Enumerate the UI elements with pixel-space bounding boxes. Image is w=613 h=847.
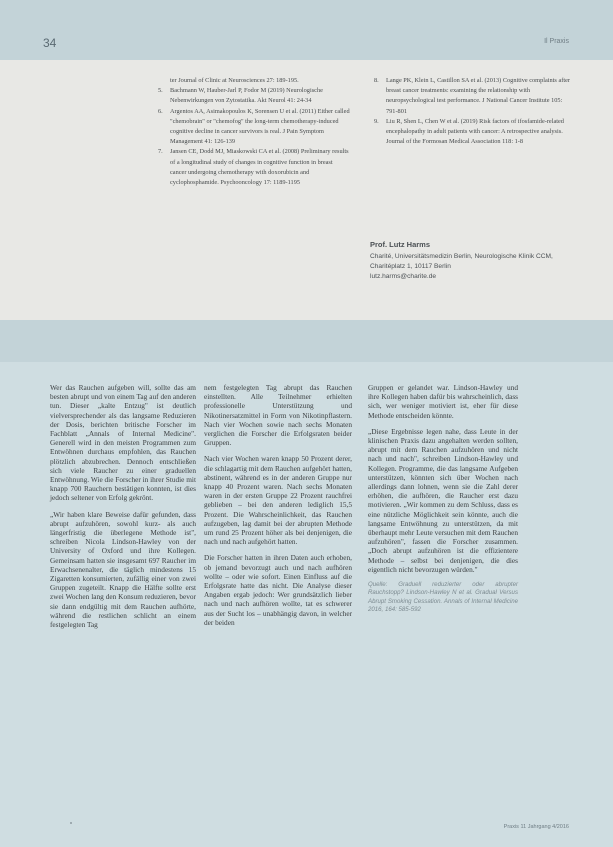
paragraph: Gruppen er gelandet war. Lindson-Hawley und ihre Kollegen haben dafür bis wahrscheinlich, dass sich, wer weniger motiviert ist, eher für diese Methode entscheiden könnte. (368, 383, 518, 420)
reference-text: Argentos AA, Asimakopoulos K, Sorensen U et al. (2011) Either called "chemobrain" or "chemofog" the long-term chemotherapy-induced cognitive decline in cancer survivors is real. J Pain Symptom Management 41: 126-139 (170, 107, 350, 146)
author-name: Prof. Lutz Harms (370, 240, 431, 249)
middle-color-band (0, 320, 613, 362)
references-left (158, 76, 350, 188)
page-number: 34 (43, 36, 57, 50)
reference-text: Liu R, Shen L, Chen W et al. (2019) Risk factors of ifosfamide-related encephalopathy in adult patients with cancer: A retrospective analysis. Journal of the Formosan Medical Association 118: 1-8 (386, 117, 564, 146)
author-email[interactable]: lutz.harms@charite.de (370, 273, 437, 280)
reference-item (158, 76, 350, 86)
paragraph: Nach vier Wochen waren knapp 50 Prozent derer, die schlagartig mit dem Rauchen aufgehört hatten, abstinent, während es in der anderen Gruppe nur knapp 40 Prozent waren. Nach sechs Monaten waren in der ersten Gruppe 22 Prozent rauchfrei geblieben – bei den anderen lediglich 15,5 Prozent. Die Wahrscheinlichkeit, das Rauchen aufzugeben, lag damit bei der abrupten Methode um rund 25 Prozent höher als bei denjenigen, die nach und nach aufgehört hatten. (204, 454, 352, 547)
source-caption: Quelle: Graduell reduzierter oder abrupter Rauchstopp? Lindson-Hawley N et al. Gradual Versus Abrupt Smoking Cessation. Annals of Internal Medicine 2016, 164: 585-592 (368, 581, 518, 613)
reference-item: 7. Jansen CE, Dodd MJ, Miaskowski CA et al. (2008) Preliminary results of a longitudinal study of changes in cognitive function in breast cancer undergoing chemotherapy with doxorubicin and cyclophosphamide. Psychooncology 17: 1189-1195 (158, 147, 350, 188)
reference-text: Bachmann W, Hauber-Jarl P, Fodor M (2019) Neurologische Nebenwirkungen von Zytostatika. Akt Neurol 41: 24-34 (170, 87, 323, 105)
journal-name: Il Praxis (544, 38, 569, 45)
article-column-3 (368, 383, 518, 614)
reference-item: 5. Bachmann W, Hauber-Jarl P, Fodor M (2019) Neurologische Nebenwirkungen von Zytostatika. Akt Neurol 41: 24-34 (158, 86, 350, 106)
reference-text: Jansen CE, Dodd MJ, Miaskowski CA et al. (2008) Preliminary results of a longitudinal study of changes in cognitive function in breast cancer undergoing chemotherapy with doxorubicin and cyclophosphamide. Psychooncology 17: 1189-1195 (170, 148, 349, 187)
reference-item: 6. Argentos AA, Asimakopoulos K, Sorensen U et al. (2011) Either called "chemobrain" or "chemofog" the long-term chemotherapy-induced cognitive decline in cancer survivors is real. J Pain Symptom Management 41: 126-139 (158, 107, 350, 148)
author-affiliation: Charité, Universitätsmedizin Berlin, Neurologische Klinik CCM, Charitéplatz 1, 10117 Berlin (370, 253, 553, 270)
paragraph: „Diese Ergebnisse legen nahe, dass Leute in der klinischen Praxis dazu angehalten werden sollten, abrupt mit dem Rauchen aufzuhören und nicht nach und nach", schreiben Lindson-Hawley und Kollegen. Programme, die das langsame Aufgeben unterstützen, könnten sich über Wochen nach allerdings dann lohnen, wenn sie die Zahl derer erhöhen, die aufhören, die Raucher erst dazu motivieren. „Wir kommen zu dem Schluss, dass es eine nützliche Möglichkeit sein könnte, auch die langsame Entwöhnung zu unterstützen, da mit überhaupt mehr Leute versuchen mit dem Rauchen aufzuhören", fassen die Forscher zusammen. „Doch abrupt aufzuhören ist die effizientere Methode – selbst bei denjenigen, die dies eigentlich nicht bevorzugen würden." (368, 426, 518, 574)
reference-item: 9. Liu R, Shen L, Chen W et al. (2019) Risk factors of ifosfamide-related encephalopathy in adult patients with cancer: A retrospective analysis. Journal of the Formosan Medical Association 118: 1-8 (374, 117, 572, 148)
references-right (374, 76, 572, 147)
paragraph: Wer das Rauchen aufgeben will, sollte das am besten abrupt und von einem Tag auf den anderen tun. Dieser „kalte Entzug" ist deutlich vielversprechender als das langsame Reduzieren der Dosis, berichten britische Forscher im Fachblatt „Annals of Internal Medicine". Generell wird in den meisten Programmen zum Entwöhnen durchaus empfohlen, das Rauchen plötzlich abzubrechen. Dennoch entschließen sich viele Raucher zu einer graduellen Entwöhnung. Wie die Forscher in ihrer Studie mit knapp 700 Rauchern bestätigen konnten, ist dies jedoch seltener von Erfolg gekrönt. (50, 383, 196, 503)
paragraph: „Wir haben klare Beweise dafür gefunden, dass abrupt aufzuhören, sowohl kurz- als auch längerfristig die überlegene Methode ist", schreiben Nicola Lindson-Hawley von der University of Oxford und ihre Kollegen. Gemeinsam hatten sie insgesamt 697 Raucher im Erwachsenenalter, die täglich mindestens 15 Zigaretten konsumierten, zufällig einer von zwei Gruppen zugeteilt. Knapp die Hälfte sollte erst zwei Wochen lang den Konsum reduzieren, bevor sie dann endgültig mit dem Rauchen aufhörte, während die restlichen schlicht an einem festgelegten Tag (50, 509, 196, 630)
reference-item: 8. Lange PK, Klein L, Castillon SA et al. (2013) Cognitive complaints after breast cancer treatments: examining the relationship with neuropsychological test performance. J National Cancer Institute 105: 791-801 (374, 76, 572, 117)
author-box (370, 240, 570, 282)
footer-issue: Praxis 11 Jahrgang 4/2016 (503, 824, 569, 830)
article-column-1 (50, 383, 196, 636)
reference-text: Lange PK, Klein L, Castillon SA et al. (2013) Cognitive complaints after breast cancer treatments: examining the relationship with neuropsychological test performance. J National Cancer Institute 105: 791-801 (386, 77, 570, 115)
reference-text: ter Journal of Clinic at Neurosciences 27: 189-195. (170, 77, 299, 84)
paragraph: Die Forscher hatten in ihren Daten auch erhoben, ob jemand bevorzugt auch und nach aufhören wollte – oder wie sofort. Einen Einfluss auf die Erfolgsrate hatte das nicht. Die Analyse dieser Angaben ergab jedoch: Wer grundsätzlich lieber nach und nach aufhören wollte, tat es schwerer aus der Sucht los – unabhängig davon, in welcher der beiden (204, 553, 352, 627)
paragraph: nem festgelegten Tag abrupt das Rauchen einstellten. Alle Teilnehmer erhielten professionelle Unterstützung und Nikotinersatzmittel in Form von Nikotinpflastern. Nach vier Wochen sowie nach sechs Monaten verglichen die Forscher die Erfolgsraten beider Gruppen. (204, 383, 352, 448)
article-column-2 (204, 383, 352, 634)
top-color-band (0, 0, 613, 60)
decorative-dot (70, 822, 72, 824)
